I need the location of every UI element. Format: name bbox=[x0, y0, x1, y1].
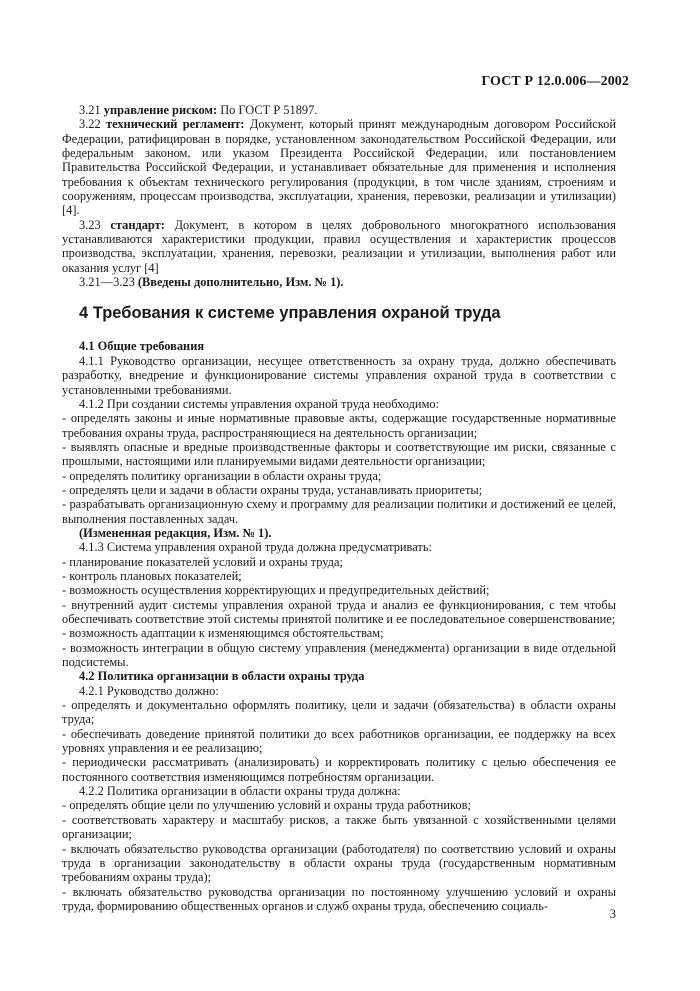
definition-term: стандарт: bbox=[110, 217, 165, 232]
definition-term: технический регламент: bbox=[106, 117, 245, 132]
list-item: - определять цели и задачи в области охраны труда, устанавливать приоритеты; bbox=[62, 482, 483, 497]
list-item: - возможность адаптации к изменяющимся обстоятельствам; bbox=[62, 626, 384, 641]
list-item: - разрабатывать организационную схему и программу для реализации политики и достижений ее целей, выполнения поставленных задач. bbox=[62, 497, 616, 526]
definition-number: 3.23 bbox=[79, 217, 111, 232]
subsection-4-1-title: 4.1 Общие требования bbox=[79, 339, 205, 354]
amendment-text: (Введены дополнительно, Изм. № 1). bbox=[137, 275, 344, 290]
list-item: - контроль плановых показателей; bbox=[62, 568, 242, 583]
definition-term: управление риском: bbox=[103, 103, 218, 117]
definition-text: По ГОСТ Р 51897. bbox=[217, 103, 318, 117]
definition-text: Документ, который принят международным договором Российской Федерации, ратифицирован в порядке, установленном законодательством Российской Федерации, или федеральным законом, или указом Президента Российской Федерации, или постановлением Правительства Российской Федерации, и устанавливает обязательные для применения и исполнения требования к объектам технического регулирования (продукции, в том числе зданиям, строениям и сооружениям, процессам производства, эксплуатации, хранения, перевозки, реализации и утилизации) [4]. bbox=[62, 117, 616, 218]
definition-3-21 bbox=[62, 103, 616, 117]
clause-4-1-2: 4.1.2 При создании системы управления охраной труда необходимо: bbox=[79, 396, 440, 411]
list-item: - возможность осуществления корректирующих и предупредительных действий; bbox=[62, 583, 490, 598]
subsection-4-2-title: 4.2 Политика организации в области охраны труда bbox=[79, 669, 365, 684]
document-body bbox=[62, 103, 616, 913]
list-item: - определять политику организации в области охраны труда; bbox=[62, 468, 382, 483]
amendment-range: 3.21—3.23 bbox=[79, 275, 138, 290]
list-item: - определять общие цели по улучшению условий и охраны труда работников; bbox=[62, 798, 471, 813]
clause-4-2-2: 4.2.2 Политика организации в области охраны труда должна: bbox=[79, 784, 401, 799]
list-item: - периодически рассматривать (анализировать) и корректировать политику с целью обеспечения ее постоянного соответствия изменяющимся потребностям организации. bbox=[62, 755, 616, 784]
list-item: - определять и документально оформлять политику, цели и задачи (обязательства) в области охраны труда; bbox=[62, 698, 616, 727]
definition-number: 3.22 bbox=[79, 117, 107, 132]
definition-number: 3.21 bbox=[79, 103, 104, 117]
clause-4-2-1: 4.2.1 Руководство должно: bbox=[79, 683, 219, 698]
amendment-note: (Измененная редакция, Изм. № 1). bbox=[79, 525, 272, 540]
list-item: - внутренний аудит системы управления охраной труда и анализ ее функционирования, с тем чтобы обеспечивать соответствие этой системы принятой политике и ее последовательное совершенствование; bbox=[62, 597, 616, 626]
list-item: - включать обязательство руководства организации (работодателя) по соответствию условий и охраны труда в организации законодательству в области охраны труда (государственным нормативным требованиям охраны труда); bbox=[62, 841, 616, 885]
clause-4-1-3: 4.1.3 Система управления охраной труда должна предусматривать: bbox=[79, 540, 432, 555]
list-item: - определять законы и иные нормативные правовые акты, содержащие государственные нормативные требования охраны труда, распространяющиеся на деятельность организации; bbox=[62, 411, 616, 440]
list-item: - обеспечивать доведение принятой политики до всех работников организации, ее поддержку на всех уровнях управления и ее реализацию; bbox=[62, 726, 616, 756]
definition-3-22 bbox=[62, 117, 616, 217]
amendment-note-3-21-3-23 bbox=[62, 275, 616, 289]
standard-code-header: ГОСТ Р 12.0.006—2002 bbox=[481, 74, 629, 89]
list-item: - включать обязательство руководства организации по постоянному улучшению условий и охраны труда, формированию общественных органов и служб охраны труда, обеспечению социаль- bbox=[62, 884, 616, 913]
definition-3-23 bbox=[62, 218, 616, 275]
list-item: - планирование показателей условий и охраны труда; bbox=[62, 554, 343, 569]
page-number: 3 bbox=[609, 907, 616, 921]
list-item: - выявлять опасные и вредные производственные факторы и соответствующие им риски, связанные с прошлыми, настоящими или планируемыми видами деятельности организации; bbox=[62, 439, 616, 469]
section-4-title: 4 Требования к системе управления охраной труда bbox=[79, 304, 501, 323]
clause-4-1-1: 4.1.1 Руководство организации, несущее ответственность за охрану труда, должно обеспечивать разработку, внедрение и функционирование системы управления охраной труда в соответствии с установленными требованиями. bbox=[62, 353, 616, 397]
list-item: - возможность интеграции в общую систему управления (менеджмента) организации в виде отдельной подсистемы. bbox=[62, 640, 616, 670]
list-item: - соответствовать характеру и масштабу рисков, а также быть увязанной с хозяйственными целями организации; bbox=[62, 812, 616, 842]
definition-text: Документ, в котором в целях добровольного многократного использования устанавливаются характеристики продукции, правил осуществления и характеристик процессов производства, эксплуатации, хранения, перевозки, реализации и утилизации, выполнения работ или оказания услуг [4] bbox=[62, 217, 616, 275]
